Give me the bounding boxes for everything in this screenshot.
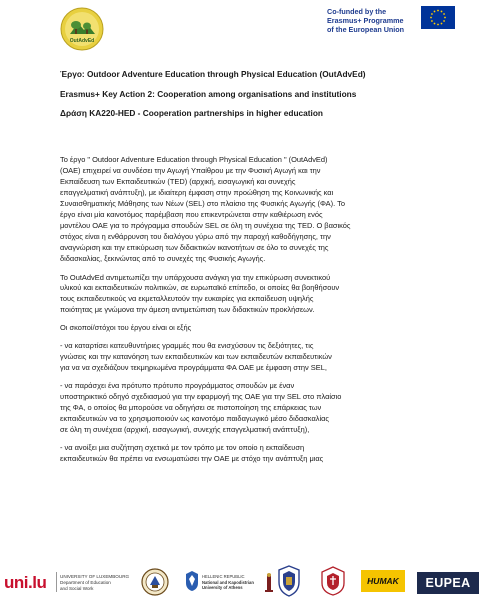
action-title: Δράση KA220-HED - Cooperation partnerships in higher education [60, 108, 323, 119]
eu-cofunded-text [327, 6, 415, 34]
text-line: διδασκαλίας, ξεκινώντας από το συνεχές της Φυσικής Αγωγής. [60, 253, 266, 263]
text-line: - να καταρτίσει κατευθυντήριες γραμμές που θα ενισχύσουν τις δεξιότητες, τις [60, 341, 314, 351]
eupea-logo [417, 572, 479, 594]
eu-flag-icon [421, 6, 455, 29]
text-line: αναγνώριση και την επικύρωση των διδακτικών ικανοτήτων σε όλο το συνεχές της [60, 242, 329, 252]
project-title: Έργο: Outdoor Adventure Education through Physical Education (OutAdvEd) [60, 69, 366, 79]
eu-star-icon [437, 10, 439, 12]
eu-star-icon [437, 24, 439, 26]
text-line: υποστηρικτικό οδηγό σχεδιασμού για την εφαρμογή της ΟΑΕ για την SEL στο πλαίσιο [60, 392, 342, 402]
eupea-logo-text: EUPEA [425, 576, 471, 590]
text-line: Το OutAdvEd αντιμετωπίζει την υπάρχουσα ανάγκη για την επικύρωση συνεκτικού [60, 272, 331, 282]
text-line: εκπαιδευτικών να το χρησιμοποιούν ως καινοτόμο παιδαγωγικό μέσο διδασκαλίας [60, 414, 329, 424]
nkua-text-line: National and Kapodistrian [202, 579, 254, 585]
partner-logos-footer [0, 560, 485, 600]
uni-lu-text-line: UNIVERSITY OF LUXEMBOURG [60, 574, 130, 579]
text-line: Συναισθηματικής Μάθησης των Νέων (SEL) στο πλαίσιο της Φυσικής Αγωγής (ΦΑ). Το [60, 198, 345, 208]
nkua-text-line: University of Athens [202, 585, 243, 591]
eu-star-icon [431, 13, 433, 15]
eu-cofunded-block [327, 6, 455, 34]
objective-item-2 [60, 381, 425, 436]
eu-star-icon [443, 20, 445, 22]
shield-emblem-icon [278, 565, 300, 600]
eu-star-icon [431, 20, 433, 22]
document-body [60, 155, 425, 465]
outadved-logo [60, 7, 104, 51]
eu-text-line-3: of the European Union [327, 25, 405, 34]
text-line: Το έργο " Outdoor Adventure Education through Physical Education " (OutAdvEd) [60, 155, 328, 164]
text-line: γνώσεις και την κατανόηση των εκπαιδευτικών και των εκπαιδευτών εκπαιδευτικών [60, 352, 332, 362]
red-crest-icon [320, 566, 346, 600]
text-line: - να παράσχει ένα πρότυπο πρότυπο προγράμματος σπουδών με έναν [60, 381, 295, 391]
eu-text-line-1: Co-funded by the [327, 7, 387, 16]
text-line: της ΦΑ, ο οποίος θα μπορούσε να οδηγήσει σε πιστοποίηση της επάρκειας των [60, 403, 322, 413]
eu-star-icon [434, 11, 436, 13]
uni-lu-text-line: and Social Work [60, 586, 94, 591]
eu-star-icon [434, 23, 436, 25]
text-line: επαγγελματική ανάπτυξη), με ιδιαίτερη έμφαση στην προώθηση της Κοινωνικής και [60, 187, 334, 197]
project-titles [60, 69, 440, 128]
uni-lu-text [60, 574, 129, 592]
eu-star-icon [430, 17, 432, 19]
text-line: για να να σχεδιάζουν τεκμηριωμένα προγράμματα ΦΑ ΟΑΕ με έμφαση στην SEL, [60, 363, 327, 373]
text-line: τους εκπαιδευτικούς να εκμεταλλευτούν την ευκαιρίες για εκπαίδευση υψηλής [60, 294, 314, 304]
eu-star-icon [441, 23, 443, 25]
text-line: σε όλη τη συνέχεια (αρχική, εισαγωγική, συνεχής επαγγελματική ανάπτυξη), [60, 424, 310, 434]
text-line: (ΟΑΕ) επιχειρεί να συνδέσει την Αγωγή Υπαίθρου με την Φυσική Αγωγή και την [60, 165, 321, 175]
eu-star-icon [441, 11, 443, 13]
objective-item-1 [60, 341, 425, 374]
humak-logo [361, 570, 405, 592]
nkua-emblem-icon [184, 570, 200, 597]
text-line: Εκπαίδευση των Εκπαιδευτικών (TED) (αρχική, εισαγωγική και συνεχής [60, 176, 296, 186]
paragraph-objectives-heading: Οι σκοποί/στόχοι του έργου είναι οι εξής [60, 323, 192, 333]
text-line: υλικού και εκπαιδευτικών πολιτικών, σε ευρωπαϊκό επίπεδο, οι οποίες θα βοηθήσουν [60, 283, 340, 293]
objective-item-3 [60, 443, 425, 465]
text-line: στόχος είναι η ενθάρρυνση του διαλόγου γύρω από την παροχή καθοδήγησης, την [60, 231, 331, 241]
crest-icon [263, 572, 275, 599]
eu-star-icon [444, 17, 446, 19]
key-action-title: Erasmus+ Key Action 2: Cooperation among organisations and institutions [60, 88, 357, 99]
humak-logo-text: HUMAK [367, 576, 399, 586]
nkua-text-line: HELLENIC REPUBLIC [202, 574, 245, 579]
text-line: έργο είναι μία καινοτόμος παρέμβαση που επικεντρώνεται στην καθιέρωση ενός [60, 209, 323, 219]
paragraph-intro [60, 155, 425, 265]
nkua-text [202, 574, 254, 591]
paragraph-need [60, 273, 425, 317]
university-emblem-icon [141, 568, 169, 600]
text-line: εκπαιδευτικών θα πρέπει να ενσωματώσει την ΟΑΕ με στόχο την ανάπτυξη μιας [60, 453, 324, 463]
eu-text-line-2: Erasmus+ Programme [327, 16, 404, 25]
uni-lu-logo: uni.lu [4, 573, 47, 592]
uni-lu-text-line: Department of Education [60, 580, 111, 585]
text-line: ποιότητας με γνώμονα την άμεση αντιμετώπιση των διδακτικών προκλήσεων. [60, 305, 315, 315]
outadved-logo-text: OutAdvEd [69, 38, 95, 44]
text-line: - να ανοίξει μια συζήτηση σχετικά με τον τρόπο με τον οποίο η εκπαίδευση [60, 442, 305, 452]
eu-star-icon [443, 13, 445, 15]
text-line: μοντέλου ΟΑΕ για το πρόγραμμα σπουδών SEL σε όλη τη συνέχεια της TED. Ο βασικός [60, 220, 351, 230]
